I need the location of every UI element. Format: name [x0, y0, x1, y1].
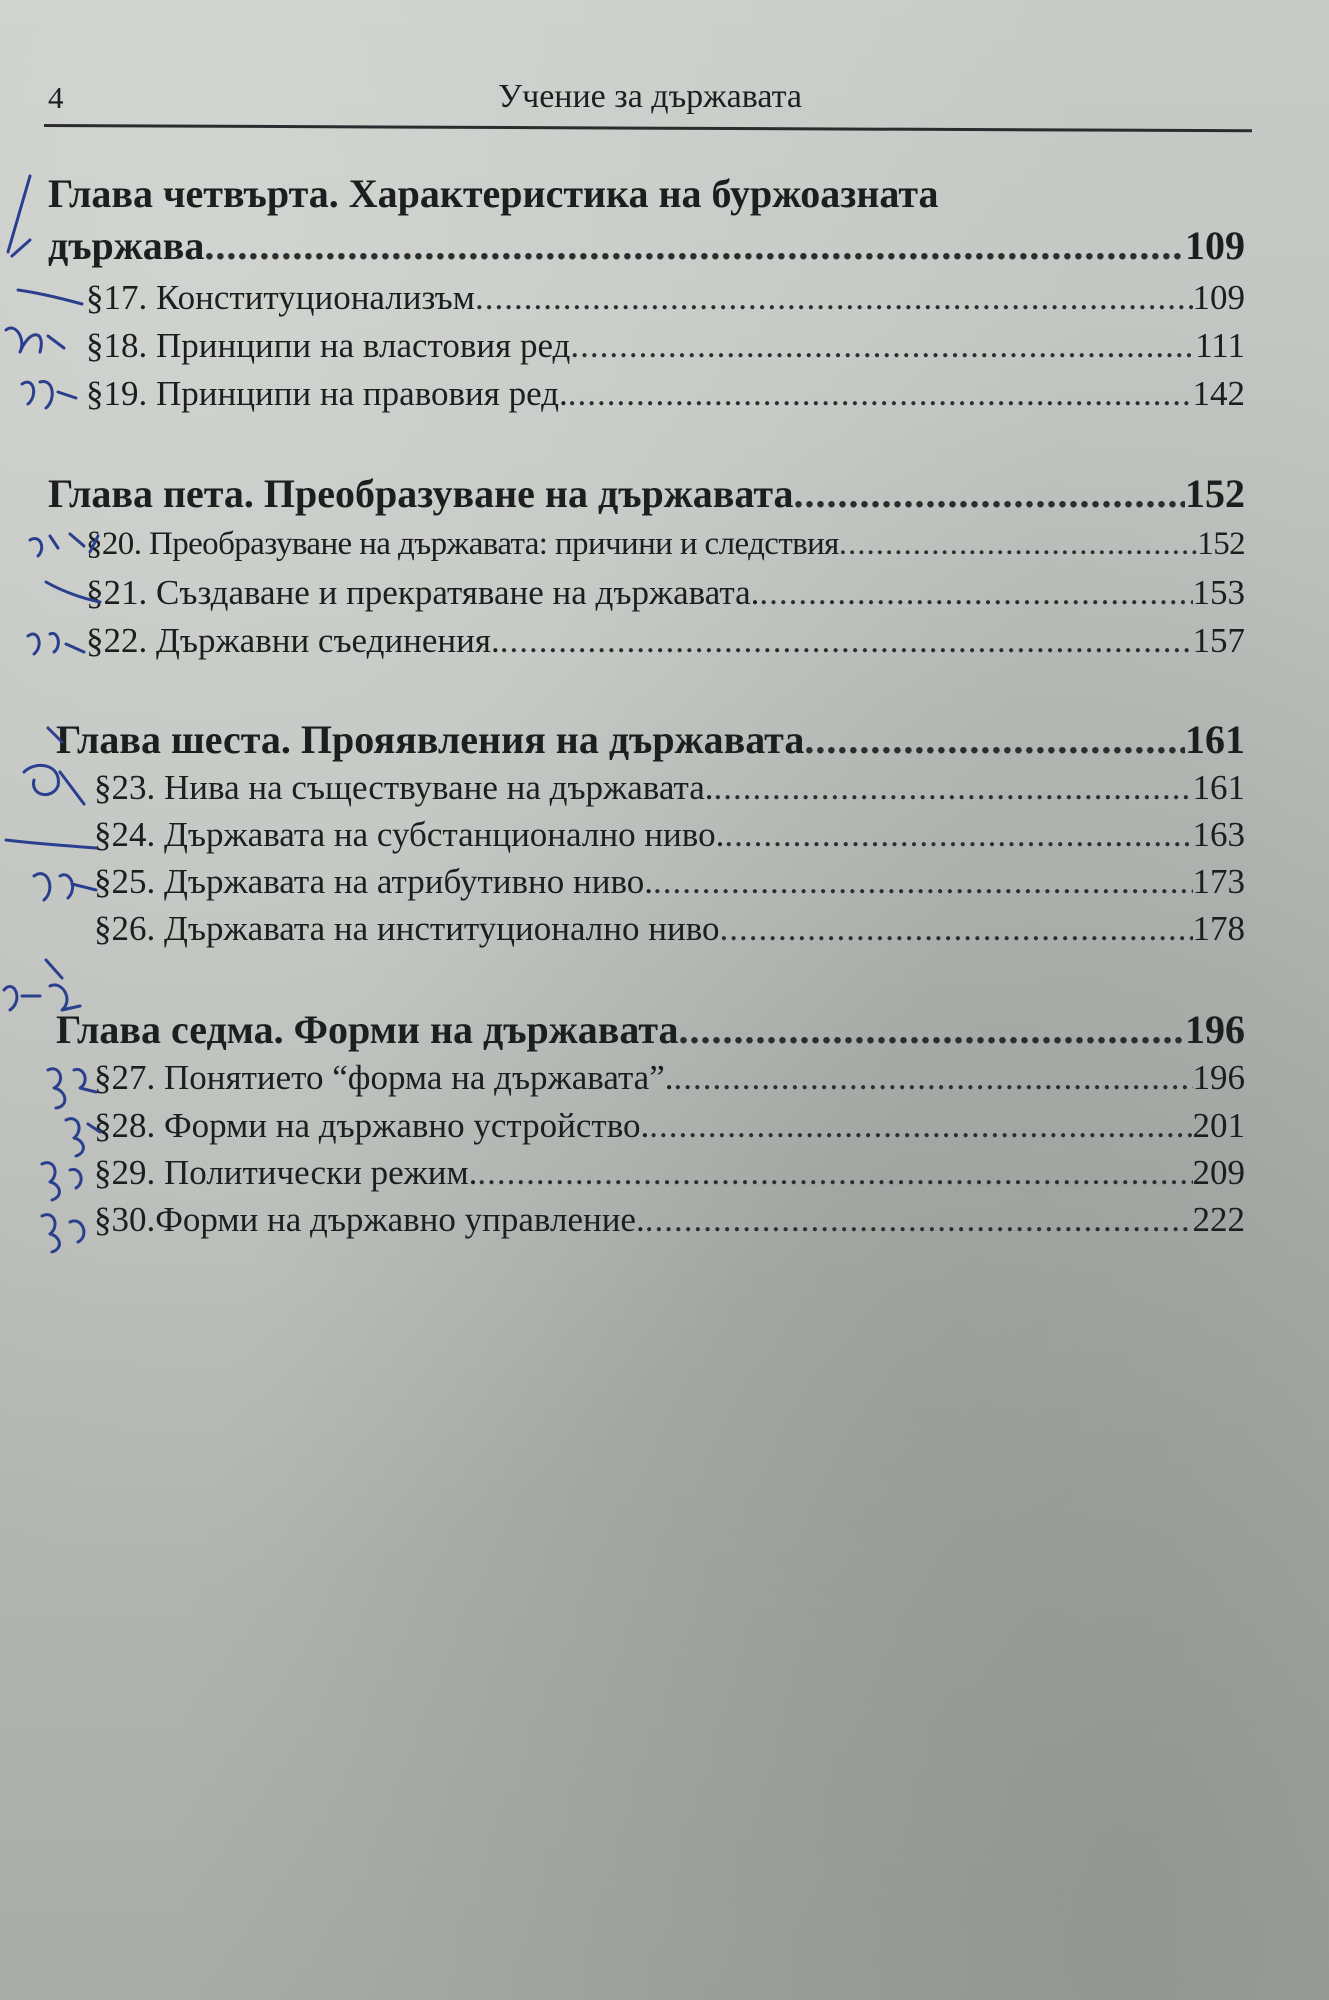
- pen-scribble-mark: [24, 728, 84, 804]
- pen-slash-mark: [8, 176, 30, 256]
- pen-scribble-mark: [48, 1069, 96, 1108]
- page-number: 4: [48, 80, 64, 115]
- section-label: §28. Форми на държавно устройство.: [94, 1106, 650, 1145]
- chapter-5-title: Глава пета. Преобразуване на държавата: [48, 471, 794, 516]
- section-page: 161: [1192, 768, 1245, 807]
- section-page: 163: [1192, 815, 1245, 854]
- pen-scribble-mark: [6, 328, 64, 352]
- section-label: §23. Нива на съществуване на държавата.: [94, 768, 714, 807]
- pen-scribble-mark: [42, 1215, 84, 1252]
- section-page: 201: [1192, 1106, 1245, 1145]
- pen-scribble-mark: [66, 1119, 100, 1156]
- section-label: §22. Държавни съединения.: [86, 621, 500, 660]
- section-label: §27. Понятието “форма на държавата”.: [94, 1058, 674, 1097]
- section-page: 157: [1192, 621, 1245, 660]
- section-page: 222: [1192, 1200, 1245, 1239]
- pen-scribble-mark: [4, 960, 80, 1010]
- section-label: §20. Преобразуване на държавата: причини и следствия: [86, 526, 839, 562]
- section-page: 153: [1192, 573, 1245, 612]
- section-label: §29. Политически режим.: [94, 1153, 478, 1192]
- section-page: 178: [1192, 909, 1245, 948]
- running-header-title: Учение за държавата: [498, 78, 802, 115]
- section-label: §17. Конституционализъм: [86, 278, 475, 317]
- chapter-4-title: Глава четвърта. Характеристика на буржоазната: [48, 171, 939, 216]
- section-page: 209: [1192, 1153, 1245, 1192]
- section-page: 196: [1192, 1058, 1245, 1097]
- section-label: §30.Форми на държавно управление.: [94, 1200, 645, 1239]
- pen-tick-mark: [18, 290, 82, 304]
- section-page: 173: [1192, 862, 1245, 901]
- section-page: 109: [1192, 278, 1245, 317]
- pen-scribble-mark: [30, 534, 98, 556]
- chapter-6-title: Глава шеста. Прояявления на държавата: [56, 717, 805, 762]
- section-label: §25. Държавата на атрибутивно ниво.: [94, 862, 653, 901]
- section-page: 152: [1197, 526, 1245, 562]
- chapter-7-title: Глава седма. Форми на държавата: [56, 1007, 679, 1052]
- chapter-4-page: 109: [1185, 223, 1245, 268]
- section-label: §19. Принципи на правовия ред.: [86, 374, 568, 413]
- pen-tick-mark: [46, 582, 100, 602]
- section-label: §21. Създаване и прекратяване на държавата.: [86, 573, 760, 612]
- pen-scribble-mark: [28, 633, 84, 654]
- chapter-6-page: 161: [1185, 717, 1245, 762]
- pen-arrow-mark: [6, 840, 96, 848]
- section-page: 111: [1195, 326, 1245, 365]
- section-label: §24. Държавата на субстанционално ниво.: [94, 815, 725, 854]
- section-label: §18. Принципи на властовия ред: [86, 326, 571, 365]
- section-label: §26. Държавата на институционално ниво: [94, 909, 720, 948]
- pen-scribble-mark: [42, 1163, 81, 1200]
- chapter-5-page: 152: [1185, 471, 1245, 516]
- section-page: 142: [1192, 374, 1245, 413]
- chapter-7-page: 196: [1185, 1007, 1245, 1052]
- pen-scribble-mark: [34, 874, 96, 900]
- chapter-4-title-continued: държава: [48, 223, 205, 268]
- pen-scribble-mark: [22, 382, 76, 408]
